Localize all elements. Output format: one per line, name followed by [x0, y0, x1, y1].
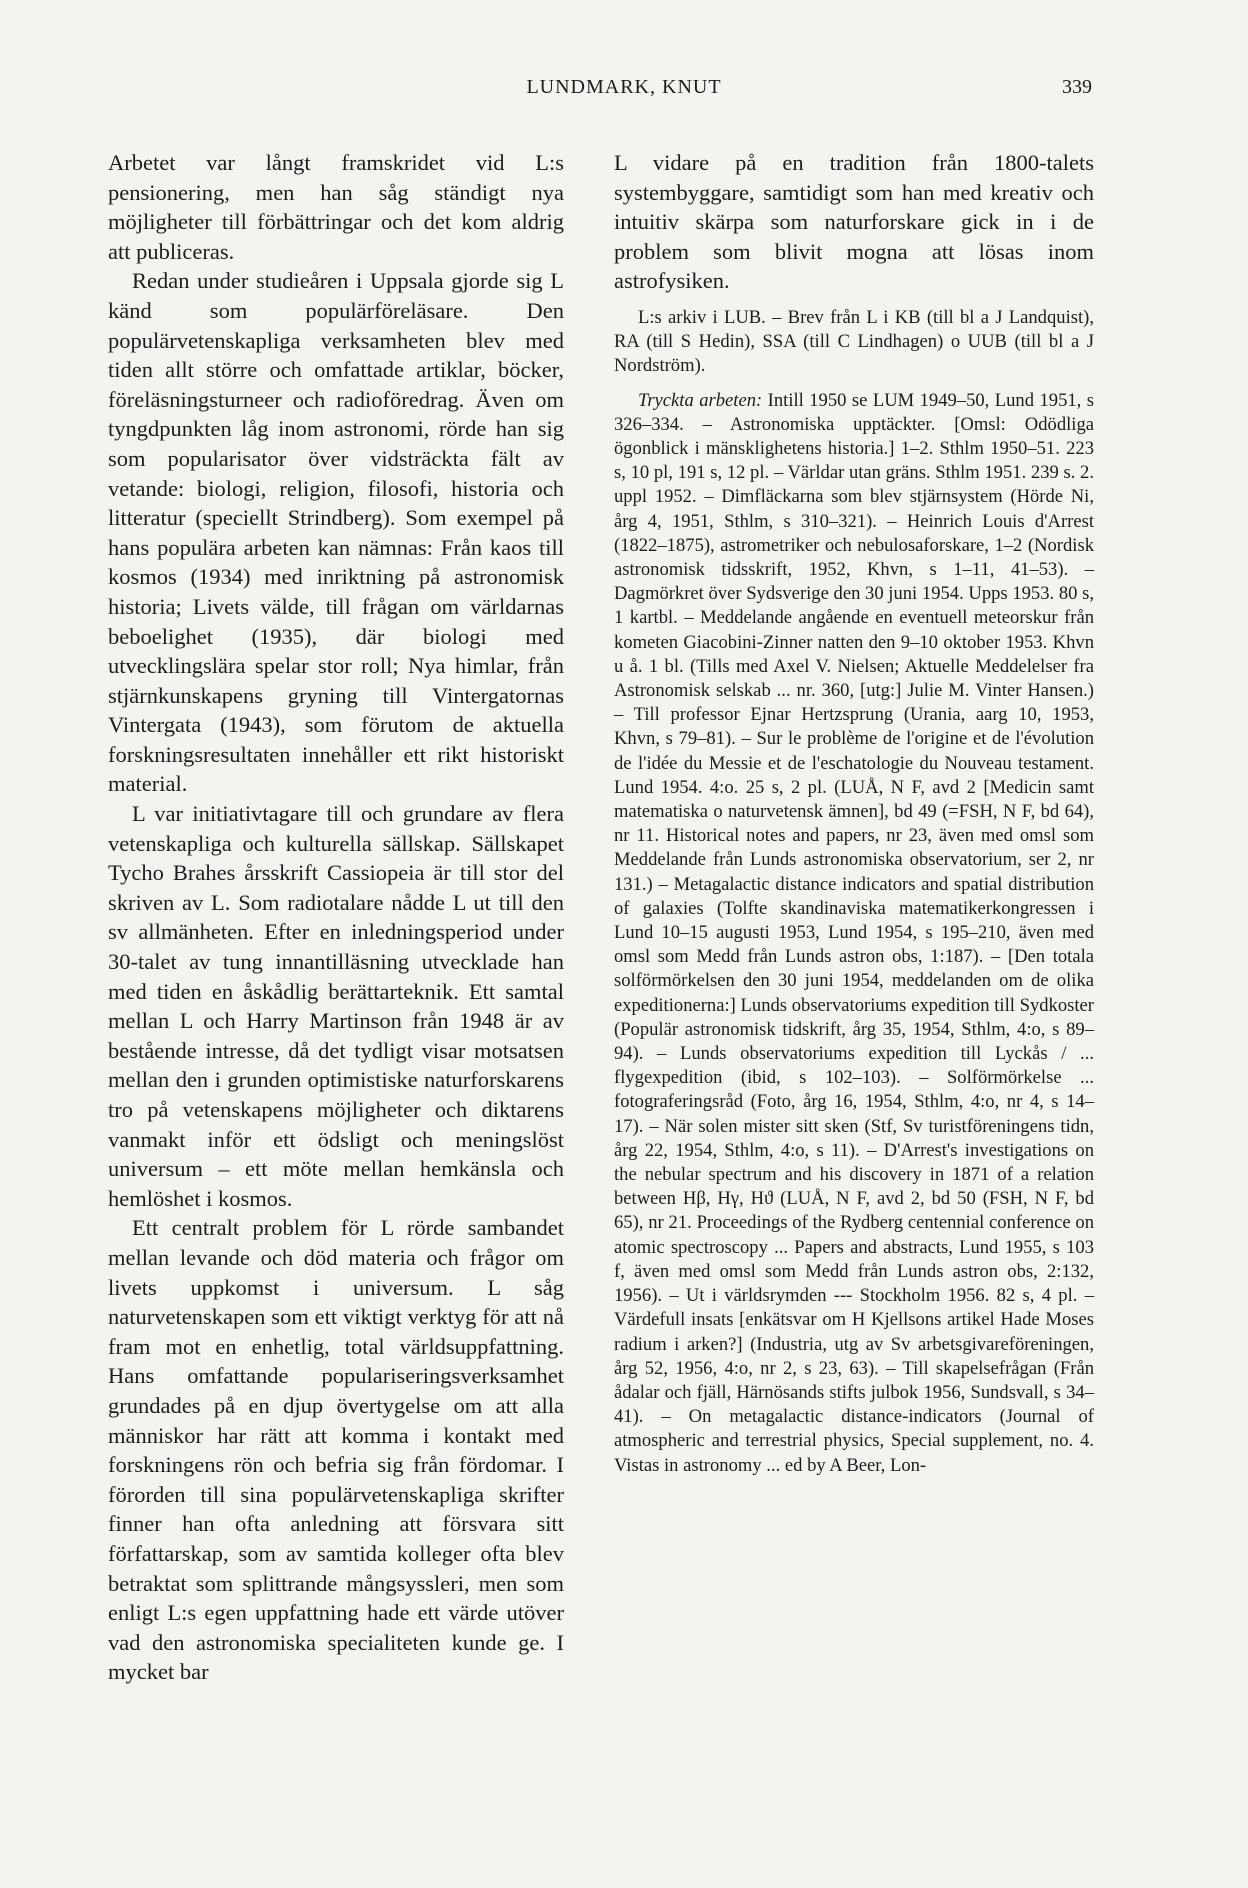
running-head-title: LUNDMARK, KNUT [526, 76, 722, 98]
printed-works [614, 389, 1094, 1478]
printed-works-text: Intill 1950 se LUM 1949–50, Lund 1951, s 326–334. – Astronomiska upptäckter. [Omsl: Odödliga ögonblick i mänsklighetens historia.] 1–2. Sthlm 1950–51. 223 s, 10 pl, 191 s, 12 pl. – Världar utan gräns. Sthlm 1951. 239 s. 2. uppl 1952. – Dimfläckarna som blev stjärnsystem (Hörde Ni, årg 4, 1951, Sthlm, s 310–321). – Heinrich Louis d'Arrest (1822–1875), astrometriker och nebulosaforskare, 1–2 (Nordisk astronomisk tidsskrift, 1952, Khvn, s 1–11, 41–53). – Dagmörkret över Sydsverige den 30 juni 1954. Upps 1953. 80 s, 1 kartbl. – Meddelande angående en eventuell meteorskur från kometen Giacobini-Zinner natten den 9–10 oktober 1953. Khvn u å. 1 bl. (Tills med Axel V. Nielsen; Aktuelle Meddelelser fra Astronomisk selskab ... nr. 360, [utg:] Julie M. Vinter Hansen.) – Till professor Ejnar Hertzsprung (Urania, aarg 10, 1953, Khvn, s 79–81). – Sur le problème de l'origine et de l'évolution de l'idée du Messie et de l'eschatologie du Nouveau testament. Lund 1954. 4:o. 25 s, 2 pl. (LUÅ, N F, avd 2 [Medicin samt matematiska o naturvetensk ämnen], bd 49 (=FSH, N F, bd 64), nr 11. Historical notes and papers, nr 23, även med omsl som Meddelande från Lunds astronomiska observatorium, ser 2, nr 131.) – Metagalactic distance indicators and spatial distribution of galaxies (Tolfte skandinaviska matematikerkongressen i Lund 10–15 augusti 1953, Lund 1954, s 195–210, även med omsl som Medd från Lunds astron obs, 1:187). – [Den totala solförmörkelsen den 30 juni 1954, meddelanden om de olika expeditionerna:] Lunds observatoriums expedition till Sydkoster (Populär astronomisk tidskrift, årg 35, 1954, Sthlm, 4:o, s 89–94). – Lunds observatoriums expedition till Lyckås / ... flygexpedition (ibid, s 102–103). – Solförmörkelse ... fotograferingsråd (Foto, årg 16, 1954, Sthlm, 4:o, nr 4, s 14–17). – När solen mister sitt sken (Stf, Sv turistföreningens tidn, årg 22, 1954, Sthlm, 4:o, s 11). – D'Arrest's investigations on the nebular spectrum and his discovery in 1871 of a relation between Hβ, Hγ, Hϑ (LUÅ, N F, avd 2, bd 50 (FSH, N F, bd 65), nr 21. Proceedings of the Rydberg centennial conference on atomic spectroscopy ... Papers and abstracts, Lund 1955, s 103 f, även med omsl som Medd från Lunds astron obs, 2:132, 1956). – Ut i världsrymden --- Stockholm 1956. 82 s, 4 pl. – Värdefull insats [enkätsvar om H Kjellsons artikel Hade Moses radium i arken?] (Industria, utg av Sv arbetsgivareföreningen, årg 52, 1956, 4:o, nr 2, s 23, 63). – Till skapelsefrågan (Från ådalar och fjäll, Härnösands stifts julbok 1956, Sundsvall, s 34–41). – On metagalactic distance-indicators (Journal of atmospheric and terrestrial physics, Special supplement, no. 4. Vistas in astronomy ... ed by A Beer, Lon- [614, 389, 1094, 1476]
printed-works-label: Tryckta arbeten: [638, 389, 763, 411]
paragraph-continuation: L vidare på en tradition från 1800-talets systembyggare, samtidigt som han med kreativ och intuitiv skärpa som naturforskare gick in i de problem som blivit mogna att lösas inom astrofysiken. [614, 150, 1094, 294]
running-head [0, 76, 1248, 106]
paragraph: Redan under studieåren i Uppsala gjorde sig L känd som populärföreläsare. Den populärvetenskapliga verksamheten blev med tiden allt större och omfattade artiklar, böcker, föreläsningsturneer och radioföredrag. Även om tyngdpunkten låg inom astronomi, rörde han sig som popularisator över vidsträckta fält av vetande: biologi, religion, filosofi, historia och litteratur (speciellt Strindberg). Som exempel på hans populära arbeten kan nämnas: Från kaos till kosmos (1934) med inriktning på astronomisk historia; Livets välde, till frågan om världarnas beboelighet (1935), där biologi med utvecklingslära spelar stor roll; Nya himlar, från stjärnkunskapens gryning till Vintergatornas Vintergata (1943), som förutom de aktuella forskningsresultaten innehåller ett rikt historiskt material. [108, 268, 564, 797]
right-column [614, 148, 1094, 1484]
paragraph: Arbetet var långt framskridet vid L:s pensionering, men han såg ständigt nya möjligheter till förbättringar och det kom aldrig att publiceras. [108, 150, 564, 264]
archives-note: L:s arkiv i LUB. – Brev från L i KB (till bl a J Landquist), RA (till S Hedin), SSA (till C Lindhagen) o UUB (till bl a J Nordström). [614, 306, 1094, 377]
page-number: 339 [1062, 76, 1092, 98]
left-column [108, 148, 564, 1687]
paragraph: L var initiativtagare till och grundare av flera vetenskapliga och kulturella sällskap. Sällskapet Tycho Brahes årsskrift Cassiopeia är till stor del skriven av L. Som radiotalare nådde L ut till den sv allmänheten. Efter en inledningsperiod under 30-talet av tung innantilläsning utvecklade han med tiden en åskådlig berättarteknik. Ett samtal mellan L och Harry Martinson från 1948 är av bestående intresse, då det tydligt visar motsatsen mellan den i grunden optimistiske naturforskarens tro på vetenskapens möjligheter och diktarens vanmakt inför ett ödsligt och meningslöst universum – ett möte mellan hemkänsla och hemlöshet i kosmos. [108, 801, 564, 1211]
paragraph: Ett centralt problem för L rörde sambandet mellan levande och död materia och frågor om livets uppkomst i universum. L såg naturvetenskapen som ett viktigt verktyg för att nå fram mot en enhetlig, total världsuppfattning. Hans omfattande populariseringsverksamhet grundades på en djup övertygelse om att alla människor har rätt att komma i kontakt med forskningens rön och befria sig från fördomar. I förorden till sina populärvetenskapliga skrifter finner han ofta anledning att försvara sitt författarskap, som av samtida kolleger ofta blev betraktat som splittrande mångsyssleri, men som enligt L:s egen uppfattning hade ett värde utöver vad den astronomiska specialiteten kunde ge. I mycket bar [108, 1215, 564, 1685]
